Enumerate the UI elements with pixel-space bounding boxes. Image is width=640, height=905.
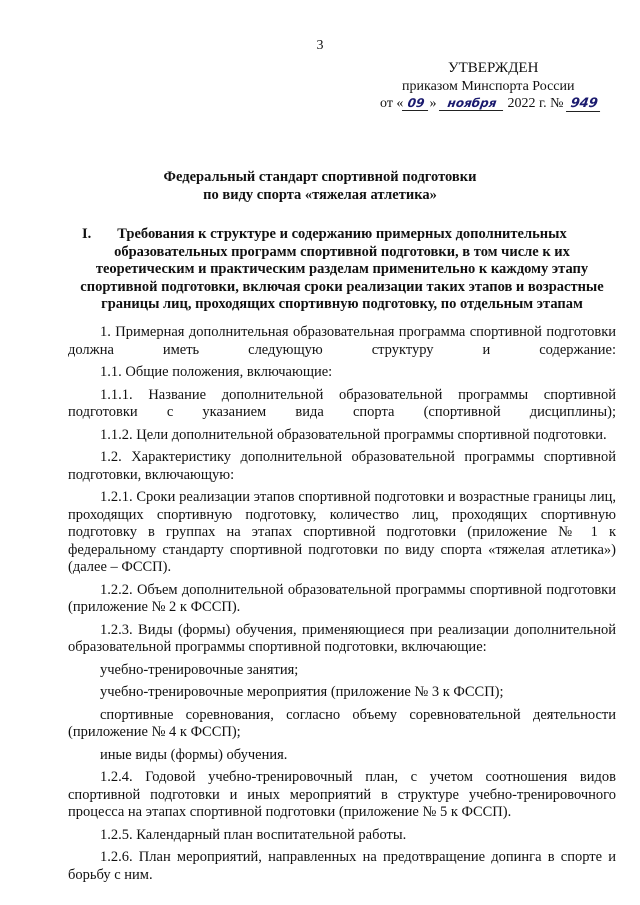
paragraph: иные виды (формы) обучения. [100,746,288,763]
approval-order: приказом Минспорта России [402,78,575,94]
handwritten-order-number: 949 [566,97,602,112]
date-prefix: от « [380,96,404,111]
paragraph: 1.1.2. Цели дополнительной образовательной программы спортивной подготовки. [100,426,607,443]
paragraph: 1.1. Общие положения, включающие: [100,364,333,380]
section-heading [68,226,616,314]
paragraph: 1.2.3. Виды (формы) обучения, применяющиеся при реализации дополнительной образовательной программы спортивной подготовки, включающие: [68,621,616,655]
approval-title: УТВЕРЖДЕН [448,60,539,76]
paragraph: 1.2.2. Объем дополнительной образовательной программы спортивной подготовки (приложение № 2 к ФССП). [68,581,616,615]
date-year: 2022 г. № [503,96,567,111]
paragraph: 1.2.4. Годовой учебно-тренировочный план, с учетом соотношения видов спортивной подготовки и иных мероприятий в структуре учебно-тренировочного процесса на этапах спортивной подготовки (приложение № 5 к ФССП). [68,769,616,820]
paragraph: учебно-тренировочные занятия; [100,661,299,678]
date-mid: » [429,96,440,111]
paragraph: 1.1.1. Название дополнительной образовательной программы спортивной подготовки с указанием вида спорта (спортивной дисциплины); [68,386,616,420]
document-title [80,168,560,204]
paragraph: 1.2.1. Сроки реализации этапов спортивной подготовки и возрастные границы лиц, проходящих спортивную подготовку, количество лиц, проходящих спортивную подготовку в группах на этапах спортивной подготовки (приложение № 1 к федеральному стандарту спортивной подготовки по виду спорта «тяжелая атлетика») (далее – ФССП). [68,489,616,575]
section-number: I. [82,226,92,242]
paragraph: учебно-тренировочные мероприятия (приложение № 3 к ФССП); [100,684,504,700]
document-body [68,324,616,889]
paragraph: 1.2.6. План мероприятий, направленных на предотвращение допинга в спорте и борьбу с ним. [68,849,616,883]
page-number: 3 [316,38,324,53]
paragraph: 1.2.5. Календарный план воспитательной работы. [100,826,407,843]
paragraph: 1. Примерная дополнительная образовательная программа спортивной подготовки должна иметь следующую структуру и содержание: [68,324,616,358]
title-line-2: по виду спорта «тяжелая атлетика» [203,187,437,203]
approval-date-line [376,95,626,113]
paragraph: 1.2. Характеристику дополнительной образовательной программы спортивной подготовки, включающую: [68,449,616,483]
handwritten-month: ноября [439,96,505,111]
paragraph: спортивные соревнования, согласно объему соревновательной деятельности (приложение № 4 к ФССП); [68,706,616,740]
section-heading-text: Требования к структуре и содержанию примерных дополнительных образовательных программ спортивной подготовки, в том числе к их теоретическим и практическим разделам применительно к каждому этапу спортивной подготовки, включая сроки реализации таких этапов и возрастные границы лиц, проходящих спортивную подготовку, по отдельным этапам [80,226,604,312]
title-line-1: Федеральный стандарт спортивной подготовки [163,169,477,185]
handwritten-day: 09 [402,96,430,111]
approval-block [376,60,626,113]
